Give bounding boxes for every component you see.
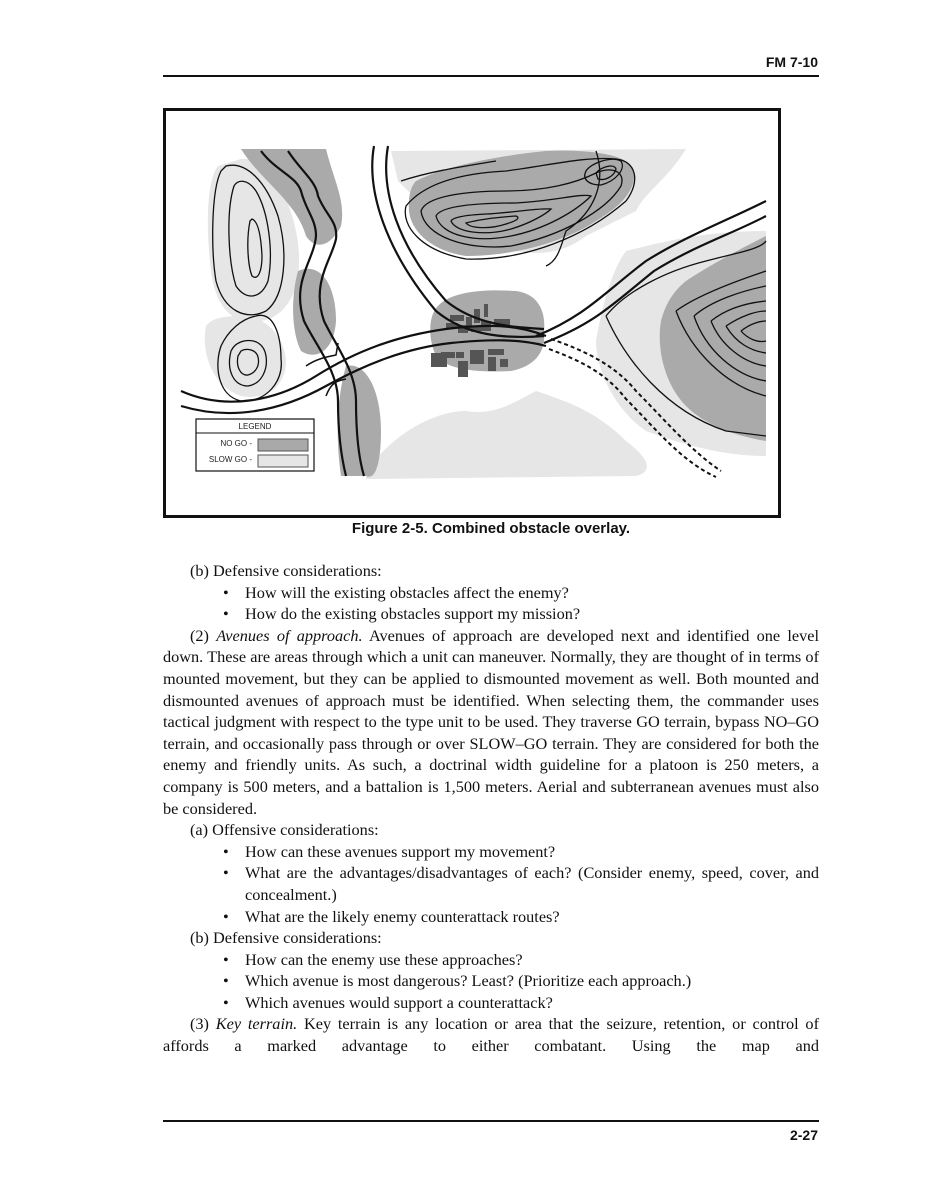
section-heading: (b) Defensive considerations:: [190, 561, 382, 580]
list-item: • Which avenue is most dangerous? Least? (Prioritize each approach.): [223, 971, 692, 991]
list-item: • What are the likely enemy counterattack routes?: [223, 906, 560, 926]
section-heading: (b) Defensive considerations:: [190, 928, 382, 948]
bullet-icon: •: [223, 992, 229, 1012]
bullet-icon: •: [223, 949, 229, 969]
list-item: • How do the existing obstacles support my mission?: [223, 604, 581, 624]
body-text: [163, 560, 819, 1057]
figure-caption: Figure 2-5. Combined obstacle overlay.: [351, 520, 631, 537]
section-heading: (a) Offensive considerations:: [190, 820, 379, 840]
legend-title: LEGEND: [238, 422, 272, 431]
page-number: 2-27: [789, 1127, 818, 1143]
paragraph-title: Key terrain.: [215, 1014, 298, 1034]
header-doc-id: FM 7-10: [765, 54, 818, 70]
paragraph-key-terrain: (3) Key terrain. Key terrain is any location or area that the seizure, retention, or control of affords a marked advantage to either combatant. Using the map and: [163, 1014, 819, 1056]
terrain-map: [166, 111, 778, 515]
map-legend: [196, 419, 314, 471]
list-item: • How will the existing obstacles affect the enemy?: [223, 582, 569, 602]
paragraph-title: Avenues of approach.: [216, 625, 363, 645]
bullet-icon: •: [223, 841, 229, 861]
bullet-icon: •: [223, 971, 229, 991]
legend-slow-go-swatch: [258, 455, 308, 467]
paragraph-avenues-of-approach: (2) Avenues of approach. Avenues of approach are developed next and identified one level down. These are areas through which a unit can maneuver. Normally, they are thought of in terms of mounted movement, but they can be applied to dismounted movement as well. Both mounted and dismounted avenues of approach must be identified. When selecting them, the commander uses tactical judgment with respect to the type unit to be used. They traverse GO terrain, bypass NO–GO terrain, and occasionally pass through or over SLOW–GO terrain. They are considered for both the enemy and friendly units. As such, a doctrinal width guideline for a platoon is 250 meters, a company is 500 meters, and a battalion is 1,500 meters. Aerial and subterranean avenues must also be considered.: [163, 625, 820, 818]
figure-combined-obstacle-overlay: [163, 108, 781, 518]
legend-slow-go-label: SLOW GO -: [208, 455, 252, 464]
list-item: • How can the enemy use these approaches?: [223, 949, 523, 969]
bullet-icon: •: [223, 582, 229, 602]
bullet-icon: •: [223, 863, 229, 883]
header-rule: [163, 75, 819, 77]
list-item: • What are the advantages/disadvantages of each? (Consider enemy, speed, cover, and concealment.): [223, 863, 819, 904]
bullet-icon: •: [223, 604, 229, 624]
legend-no-go-swatch: [258, 439, 308, 451]
footer-rule: [163, 1120, 819, 1122]
list-item: • Which avenues would support a counterattack?: [223, 992, 553, 1012]
list-item: • How can these avenues support my movement?: [223, 841, 556, 861]
legend-no-go-label: NO GO -: [220, 439, 252, 448]
bullet-icon: •: [223, 906, 229, 926]
